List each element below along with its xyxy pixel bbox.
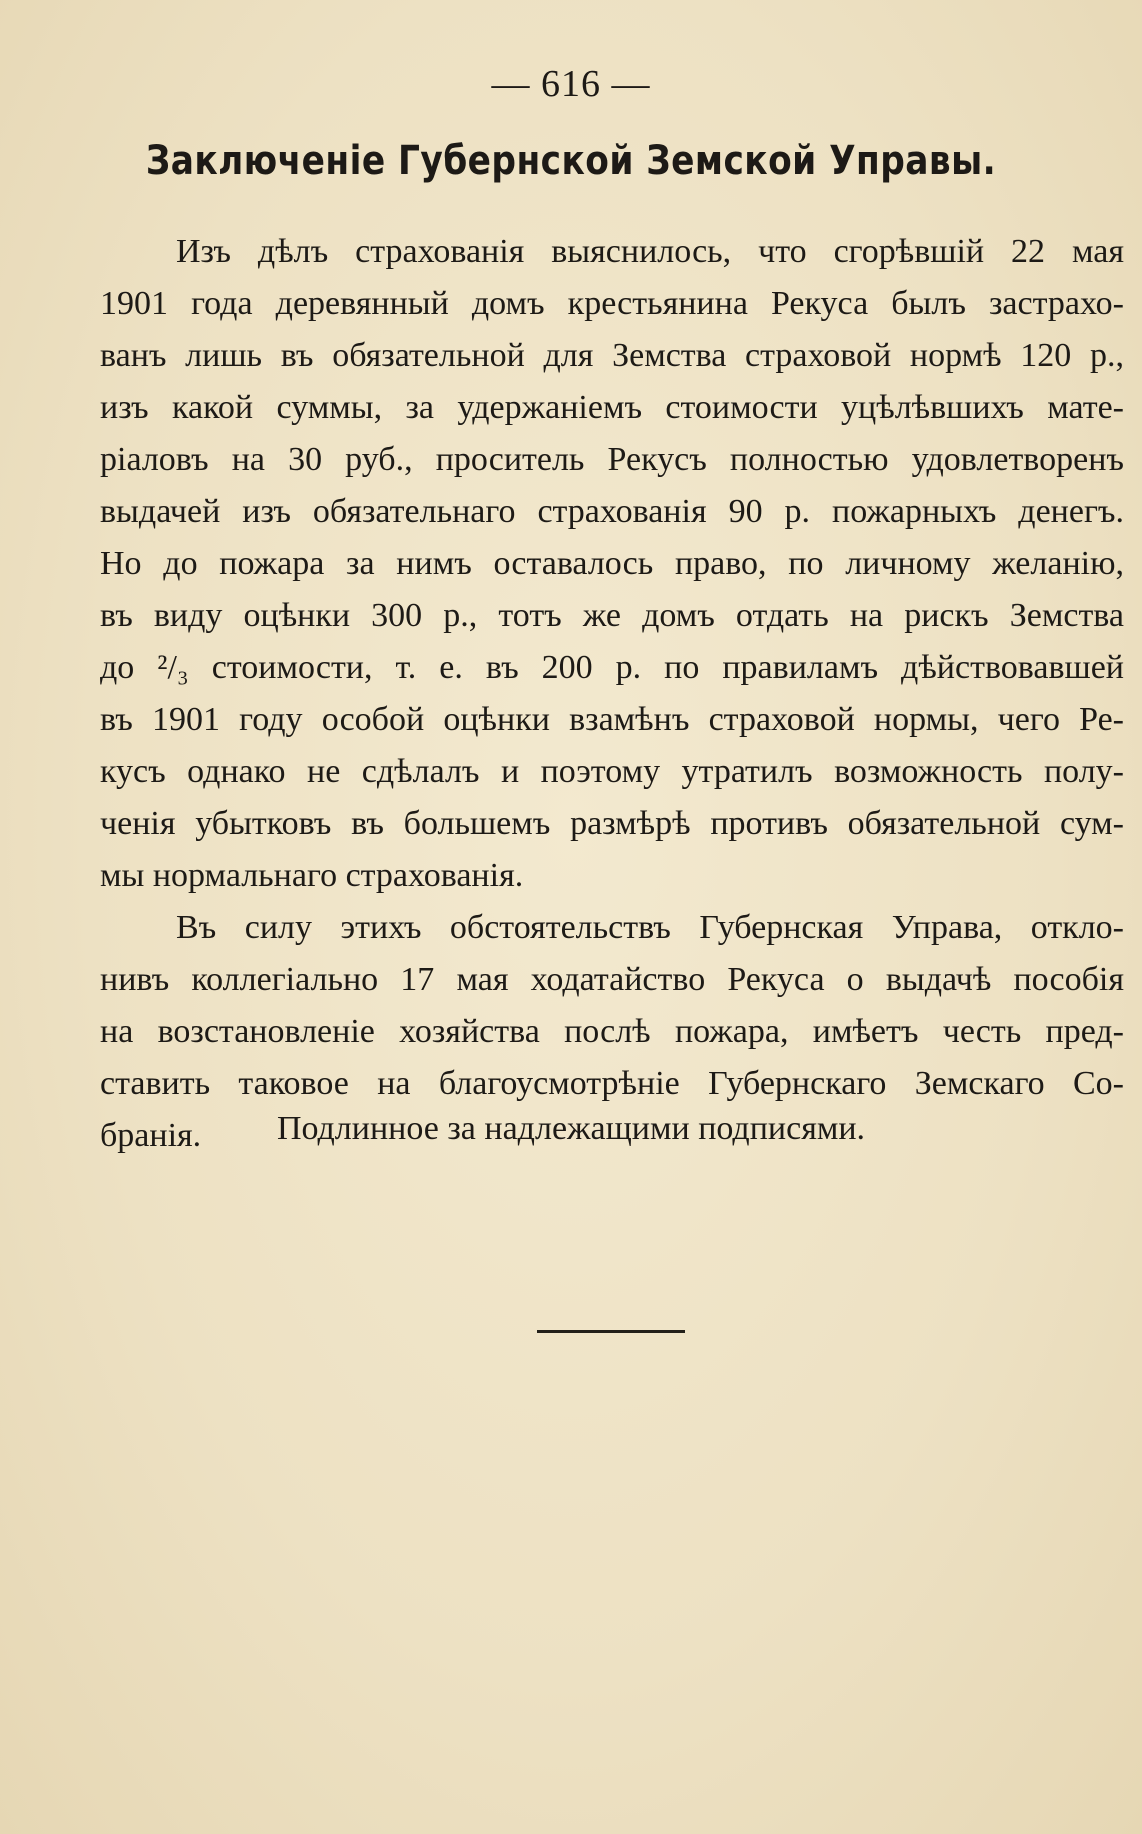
section-title: Заключеніе Губернской Земской Управы. [145,138,997,184]
paragraph-1-line: мы нормальнаго страхованія. [100,857,524,894]
paragraph-1-line: ванъ лишь въ обязательной для Земства страховой нормѣ 120 р., [100,337,1124,374]
paragraph-1-line: Но до пожара за нимъ оставалось право, по личному желанію, [100,545,1124,582]
paragraph-2-line: нивъ коллегіально 17 мая ходатайство Рекуса о выдачѣ пособія [100,961,1124,998]
body-text [100,226,1124,1162]
paragraph-1-line: Изъ дѣлъ страхованія выяснилось, что сгорѣвшій 22 мая [176,233,1124,270]
paragraph-1-line: кусъ однако не сдѣлалъ и поэтому утратилъ возможность полу- [100,753,1124,790]
signature-note: Подлинное за надлежащими подписями. [276,1110,866,1147]
paragraph-1-line: 1901 года деревянный домъ крестьянина Рекуса былъ застрахо- [100,285,1124,322]
paragraph-2-line: бранія. [100,1117,202,1154]
paragraph-2-line: на возстановленіе хозяйства послѣ пожара, имѣетъ честь пред- [100,1013,1124,1050]
closing-rule [537,1330,685,1333]
paragraph-1-line: до ²/₃ стоимости, т. е. въ 200 р. по правиламъ дѣйствовавшей [100,649,1124,686]
paragraph-2-line: Въ силу этихъ обстоятельствъ Губернская Управа, откло- [176,909,1124,946]
paragraph-1-line: изъ какой суммы, за удержаніемъ стоимости уцѣлѣвшихъ мате- [100,389,1124,426]
paragraph-1-line: въ виду оцѣнки 300 р., тотъ же домъ отдать на рискъ Земства [100,597,1124,634]
paragraph-1-line: въ 1901 году особой оцѣнки взамѣнъ страховой нормы, чего Ре- [100,701,1124,738]
paragraph-1-line: ріаловъ на 30 руб., проситель Рекусъ полностью удовлетворенъ [100,441,1124,478]
paragraph-1-line: ченія убытковъ въ большемъ размѣрѣ противъ обязательной сум- [100,805,1124,842]
paragraph-1-line: выдачей изъ обязательнаго страхованія 90 р. пожарныхъ денегъ. [100,493,1124,530]
page-number: — 616 — [491,63,651,105]
paragraph-2-line: ставить таковое на благоусмотрѣніе Губернскаго Земскаго Со- [100,1065,1124,1102]
